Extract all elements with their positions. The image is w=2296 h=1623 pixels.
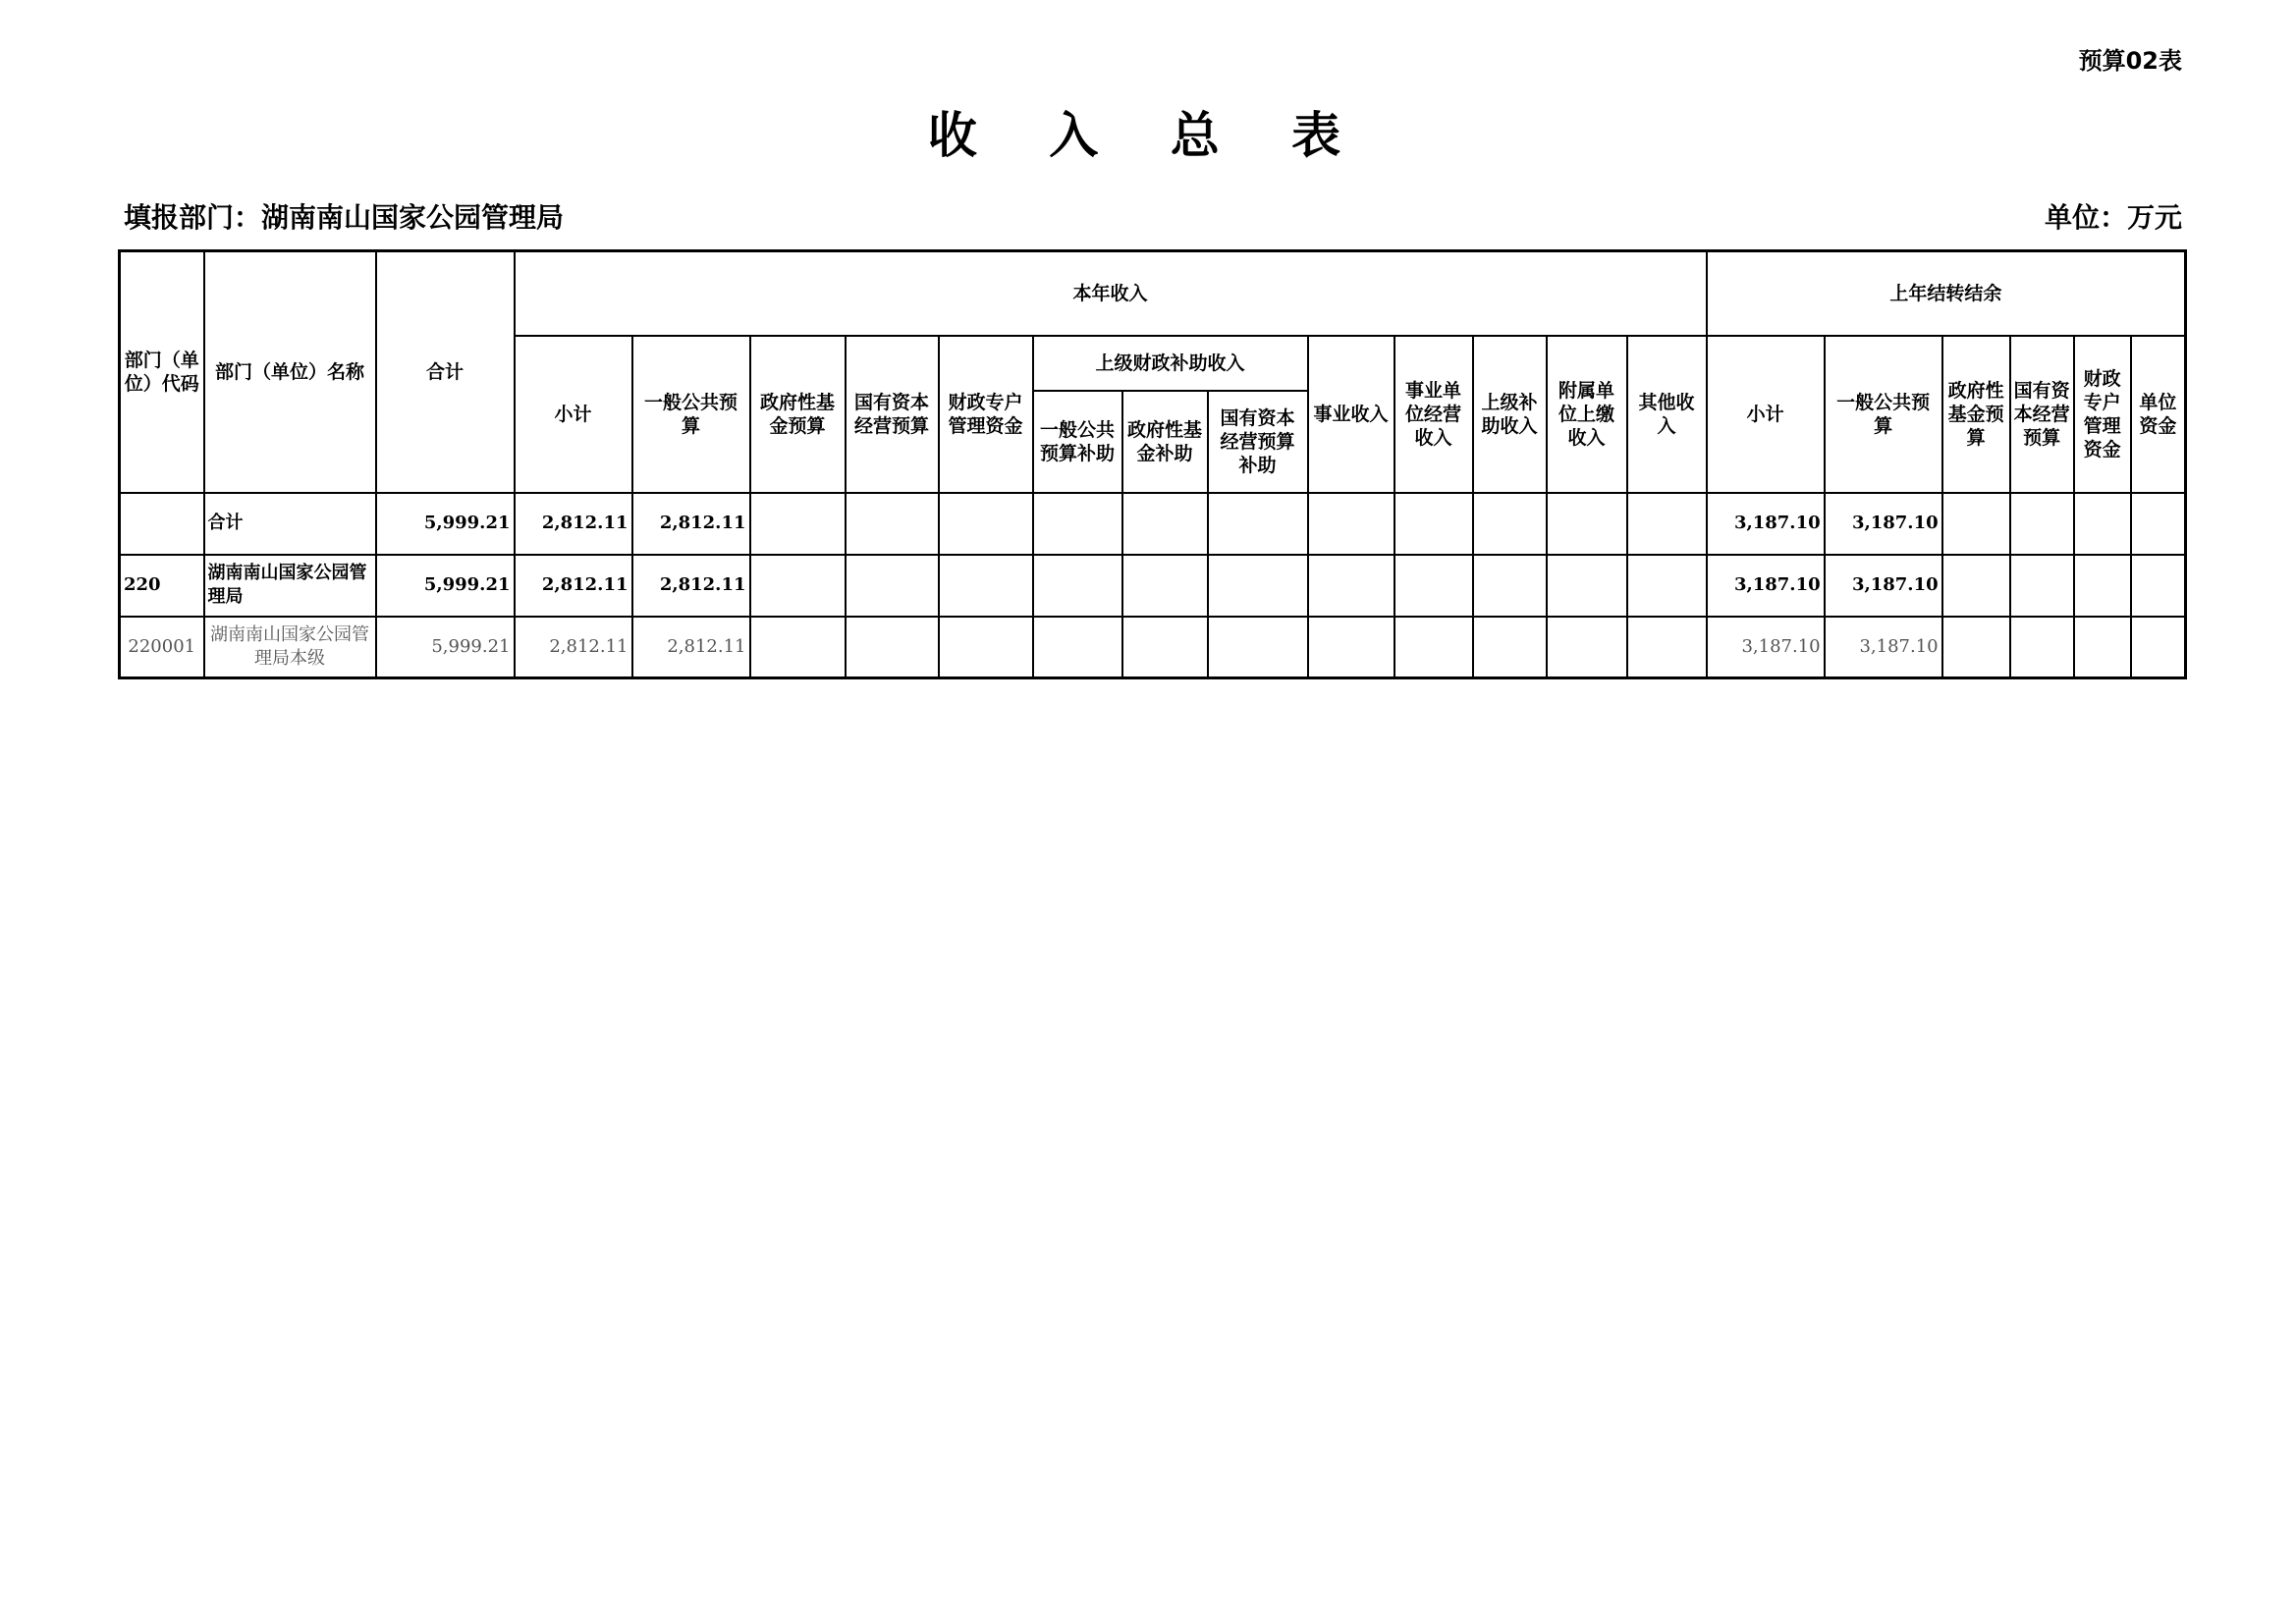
table-row-total (120, 493, 2186, 555)
header-cy-general: 一般公共预算 (632, 336, 750, 493)
cell-code: 220 (120, 555, 204, 617)
header-name: 部门（单位）名称 (204, 251, 376, 493)
header-cy-state-capital: 国有资本经营预算 (846, 336, 939, 493)
cell-total: 5,999.21 (376, 493, 515, 555)
header-ly-general: 一般公共预算 (1825, 336, 1942, 493)
header-ly-special: 财政专户管理资金 (2074, 336, 2131, 493)
cell-name: 湖南南山国家公园管理局 (204, 555, 376, 617)
cell-cy-general: 2,812.11 (632, 493, 750, 555)
header-code: 部门（单位）代码 (120, 251, 204, 493)
header-ly-unit: 单位资金 (2131, 336, 2186, 493)
header-last-year: 上年结转结余 (1707, 251, 2186, 336)
cell-ly-subtotal: 3,187.10 (1707, 617, 1825, 678)
cell-name: 湖南南山国家公园管理局本级 (204, 617, 376, 678)
header-ly-subtotal: 小计 (1707, 336, 1825, 493)
cell-cy-general: 2,812.11 (632, 555, 750, 617)
header-current-year: 本年收入 (515, 251, 1707, 336)
unit-label: 单位：万元 (2044, 201, 2182, 234)
header-cy-upper-gov-fund: 政府性基金补助 (1122, 391, 1208, 493)
header-cy-other: 其他收入 (1627, 336, 1707, 493)
cell-name: 合计 (204, 493, 376, 555)
table-row (120, 617, 2186, 678)
header-cy-subtotal: 小计 (515, 336, 632, 493)
header-cy-upper-group: 上级财政补助收入 (1033, 336, 1308, 391)
cell-ly-subtotal: 3,187.10 (1707, 555, 1825, 617)
cell-ly-subtotal: 3,187.10 (1707, 493, 1825, 555)
income-summary-table (118, 249, 2187, 679)
header-ly-state-capital: 国有资本经营预算 (2010, 336, 2074, 493)
cell-ly-general: 3,187.10 (1825, 617, 1942, 678)
cell-cy-subtotal: 2,812.11 (515, 555, 632, 617)
header-cy-gov-fund: 政府性基金预算 (750, 336, 846, 493)
header-cy-upper-general: 一般公共预算补助 (1033, 391, 1122, 493)
cell-cy-subtotal: 2,812.11 (515, 493, 632, 555)
header-cy-special: 财政专户管理资金 (939, 336, 1033, 493)
cell-ly-general: 3,187.10 (1825, 555, 1942, 617)
cell-total: 5,999.21 (376, 555, 515, 617)
form-number: 预算02表 (2078, 47, 2182, 75)
header-cy-biz-operation: 事业单位经营收入 (1394, 336, 1473, 493)
cell-total: 5,999.21 (376, 617, 515, 678)
cell-code: 220001 (120, 617, 204, 678)
header-total: 合计 (376, 251, 515, 493)
header-cy-affiliated: 附属单位上缴收入 (1547, 336, 1627, 493)
page-title: 收 入 总 表 (927, 107, 1369, 164)
header-cy-upper-state: 国有资本经营预算补助 (1208, 391, 1308, 493)
header-cy-business: 事业收入 (1308, 336, 1394, 493)
cell-cy-subtotal: 2,812.11 (515, 617, 632, 678)
reporting-department: 填报部门：湖南南山国家公园管理局 (124, 201, 565, 234)
table-row (120, 555, 2186, 617)
header-ly-gov-fund: 政府性基金预算 (1942, 336, 2010, 493)
header-cy-upper-sub: 上级补助收入 (1473, 336, 1547, 493)
cell-ly-general: 3,187.10 (1825, 493, 1942, 555)
cell-code (120, 493, 204, 555)
cell-cy-general: 2,812.11 (632, 617, 750, 678)
